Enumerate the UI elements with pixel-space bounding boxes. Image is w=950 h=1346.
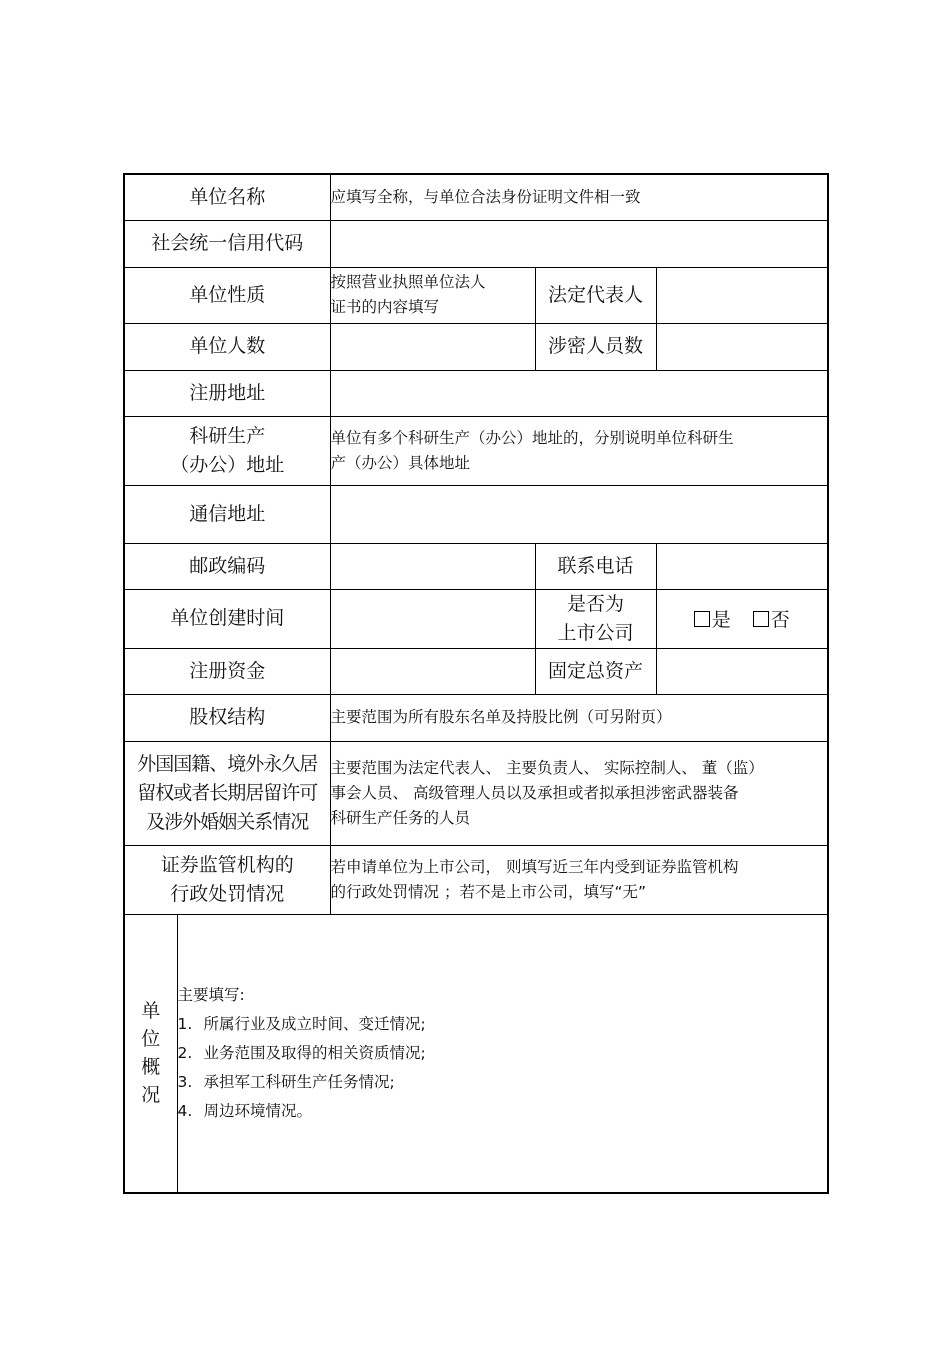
overview-label-char: 单 xyxy=(141,1000,161,1023)
listed-label xyxy=(535,589,656,648)
listed-label-line1: 是否为 xyxy=(567,592,625,615)
list-item-number: 3. xyxy=(177,1072,193,1091)
capital-label: 注册资金 xyxy=(124,648,330,694)
list-item xyxy=(178,1068,828,1097)
equity-label: 股权结构 xyxy=(124,694,330,741)
list-item-number: 4. xyxy=(177,1101,193,1120)
overview-field[interactable] xyxy=(177,914,828,1193)
unit-nature-field[interactable] xyxy=(330,267,535,323)
staff-count-label: 单位人数 xyxy=(124,323,330,370)
penalty-label-line1: 证券监管机构的 xyxy=(160,853,294,876)
listed-yes-label: 是 xyxy=(711,609,731,631)
unit-nature-hint-line2: 证书的内容填写 xyxy=(330,298,440,316)
row-capital xyxy=(124,648,828,694)
unit-info-form xyxy=(123,173,827,1193)
research-address-label-line1: 科研生产 xyxy=(189,424,266,447)
credit-code-label: 社会统一信用代码 xyxy=(124,220,330,267)
row-postcode xyxy=(124,543,828,589)
listed-yes-option[interactable] xyxy=(694,605,731,632)
fixed-assets-label: 固定总资产 xyxy=(535,648,656,694)
penalty-label xyxy=(124,845,330,914)
unit-name-label: 单位名称 xyxy=(124,174,330,220)
penalty-label-line2: 行政处罚情况 xyxy=(170,882,285,905)
foreign-field[interactable] xyxy=(330,741,828,845)
row-foreign xyxy=(124,741,828,845)
legal-rep-label: 法定代表人 xyxy=(535,267,656,323)
unit-info-table xyxy=(123,173,829,1194)
row-unit-nature xyxy=(124,267,828,323)
foreign-hint-line3: 科研生产任务的人员 xyxy=(330,808,471,827)
row-mail-address xyxy=(124,485,828,543)
checkbox-icon[interactable] xyxy=(694,611,710,627)
list-item-text: 承担军工科研生产任务情况; xyxy=(203,1072,395,1091)
reg-address-field[interactable] xyxy=(330,370,828,416)
phone-field[interactable] xyxy=(656,543,828,589)
classified-staff-field[interactable] xyxy=(656,323,828,370)
mail-address-label: 通信地址 xyxy=(124,485,330,543)
unit-nature-hint-line1: 按照营业执照单位法人 xyxy=(330,273,486,291)
row-equity xyxy=(124,694,828,741)
mail-address-field[interactable] xyxy=(330,485,828,543)
overview-label-char: 概 xyxy=(141,1056,161,1079)
list-item xyxy=(178,1010,828,1039)
row-staff-count xyxy=(124,323,828,370)
founded-label: 单位创建时间 xyxy=(124,589,330,648)
capital-field[interactable] xyxy=(330,648,535,694)
research-address-hint-line2: 产（办公）具体地址 xyxy=(330,453,471,472)
research-address-field[interactable] xyxy=(330,416,828,485)
penalty-hint-line1: 若申请单位为上市公司， 则填写近三年内受到证券监管机构 xyxy=(330,857,739,876)
list-item-number: 2. xyxy=(177,1043,193,1062)
overview-intro: 主要填写: xyxy=(177,985,245,1004)
credit-code-field[interactable] xyxy=(330,220,828,267)
checkbox-icon[interactable] xyxy=(753,611,769,627)
equity-field[interactable]: 主要范围为所有股东名单及持股比例（可另附页） xyxy=(330,694,828,741)
list-item-text: 所属行业及成立时间、变迁情况; xyxy=(203,1014,426,1033)
list-item xyxy=(178,1039,828,1068)
postcode-label: 邮政编码 xyxy=(124,543,330,589)
unit-name-field[interactable]: 应填写全称，与单位合法身份证明文件相一致 xyxy=(330,174,828,220)
phone-label: 联系电话 xyxy=(535,543,656,589)
row-research-address xyxy=(124,416,828,485)
row-penalty xyxy=(124,845,828,914)
row-credit-code xyxy=(124,220,828,267)
reg-address-label: 注册地址 xyxy=(124,370,330,416)
foreign-label-line3: 及涉外婚姻关系情况 xyxy=(146,810,309,833)
research-address-label-line2: （办公）地址 xyxy=(170,453,285,476)
research-address-label xyxy=(124,416,330,485)
foreign-hint-line1: 主要范围为法定代表人、 主要负责人、 实际控制人、 董（监） xyxy=(330,758,764,777)
unit-nature-label: 单位性质 xyxy=(124,267,330,323)
listed-no-option[interactable] xyxy=(753,605,790,632)
list-item-text: 周边环境情况。 xyxy=(203,1101,313,1120)
listed-choices xyxy=(656,589,828,648)
listed-no-label: 否 xyxy=(770,609,790,631)
penalty-hint-line2: 的行政处罚情况 ；若不是上市公司，填写“无” xyxy=(330,882,647,901)
list-item-number: 1. xyxy=(177,1014,193,1033)
list-item-text: 业务范围及取得的相关资质情况; xyxy=(203,1043,426,1062)
foreign-label-line1: 外国国籍、境外永久居 xyxy=(137,752,318,775)
foreign-label-line2: 留权或者长期居留许可 xyxy=(137,781,318,804)
row-unit-name xyxy=(124,174,828,220)
penalty-field[interactable] xyxy=(330,845,828,914)
fixed-assets-field[interactable] xyxy=(656,648,828,694)
list-item xyxy=(178,1097,828,1126)
staff-count-field[interactable] xyxy=(330,323,535,370)
foreign-label xyxy=(124,741,330,845)
overview-label-char: 位 xyxy=(141,1028,161,1051)
postcode-field[interactable] xyxy=(330,543,535,589)
row-overview xyxy=(124,914,828,1193)
research-address-hint-line1: 单位有多个科研生产（办公）地址的，分别说明单位科研生 xyxy=(330,428,734,447)
founded-field[interactable] xyxy=(330,589,535,648)
row-founded xyxy=(124,589,828,648)
row-reg-address xyxy=(124,370,828,416)
foreign-hint-line2: 事会人员、 高级管理人员以及承担或者拟承担涉密武器装备 xyxy=(330,783,739,802)
overview-label-char: 况 xyxy=(141,1084,161,1107)
overview-label xyxy=(124,914,177,1193)
classified-staff-label: 涉密人员数 xyxy=(535,323,656,370)
legal-rep-field[interactable] xyxy=(656,267,828,323)
listed-label-line2: 上市公司 xyxy=(557,621,634,644)
